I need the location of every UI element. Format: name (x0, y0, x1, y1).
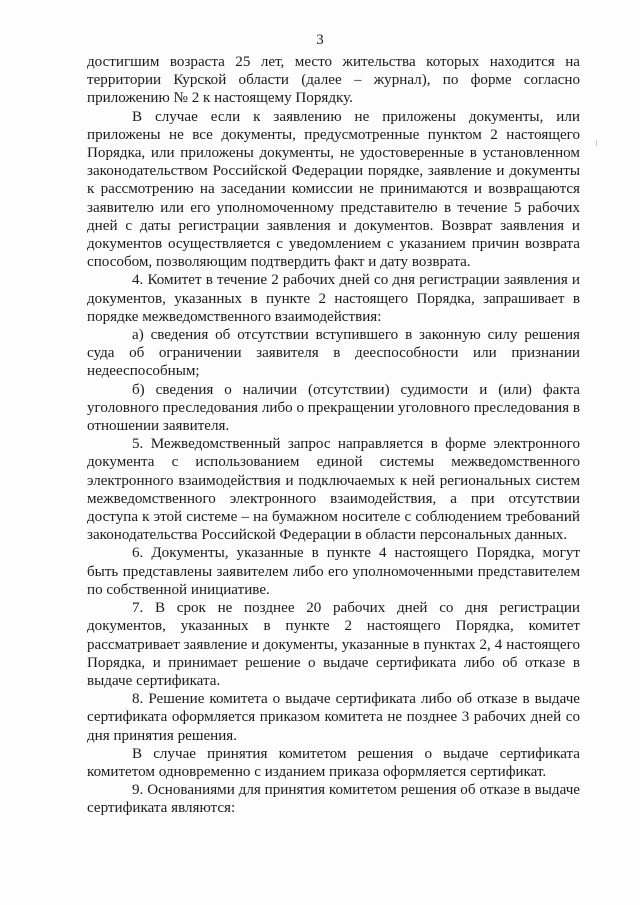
paragraph-return-conditions: В случае если к заявлению не приложены документы, или приложены не все документы, предусмотренные пунктом 2 настоящего Порядка, или приложены документы, не удостоверенные в установленном законодательством Российской Федерации порядке, заявление и документы к рассмотрению на заседании комиссии не принимаются и возвращаются заявителю или его уполномоченному представителю в течение 5 рабочих дней с даты регистрации заявления и документов. Возврат заявления и документов осуществляется с уведомлением с указанием причин возврата способом, позволяющим подтвердить факт и дату возврата. (87, 108, 580, 271)
scan-speck (596, 140, 597, 146)
paragraph-item-7: 7. В срок не позднее 20 рабочих дней со дня регистрации документов, указанных в пункте 2 настоящего Порядка, комитет рассматривает заявление и документы, указанные в пунктах 2, 4 настоящего Порядка, и принимает решение о выдаче сертификата либо об отказе в выдаче сертификата. (87, 600, 580, 689)
paragraph-item-8-certificate: В случае принятия комитетом решения о выдаче сертификата комитетом одновременно с изданием приказа оформляется сертификат. (87, 745, 580, 780)
paragraph-item-4: 4. Комитет в течение 2 рабочих дней со дня регистрации заявления и документов, указанных в пункте 2 настоящего Порядка, запрашивает в порядке межведомственного взаимодействия: (87, 272, 580, 325)
paragraph-item-4b: б) сведения о наличии (отсутствии) судимости и (или) факта уголовного преследования либо о прекращении уголовного преследования в отношении заявителя. (87, 381, 580, 435)
paragraph-continuation: достигшим возраста 25 лет, место жительства которых находится на территории Курской области (далее – журнал), по форме согласно приложению № 2 к настоящему Порядку. (87, 54, 580, 107)
page-number: 3 (316, 32, 324, 48)
paragraph-item-9: 9. Основаниями для принятия комитетом решения об отказе в выдаче сертификата являются: (87, 782, 580, 817)
document-body (87, 53, 580, 818)
paragraph-item-4a: а) сведения об отсутствии вступившего в законную силу решения суда об ограничении заявителя в дееспособности или признании недееспособным; (87, 327, 580, 380)
paragraph-item-6: 6. Документы, указанные в пункте 4 настоящего Порядка, могут быть представлены заявителем либо его уполномоченными представителем по собственной инициативе. (87, 545, 580, 598)
paragraph-item-5: 5. Межведомственный запрос направляется в форме электронного документа с использованием единой системы межведомственного электронного взаимодействия и подключаемых к ней региональных систем межведомственного электронного взаимодействия, а при отсутствии доступа к этой системе – на бумажном носителе с соблюдением требований законодательства Российской Федерации в области персональных данных. (87, 436, 580, 544)
paragraph-item-8: 8. Решение комитета о выдаче сертификата либо об отказе в выдаче сертификата оформляется приказом комитета не позднее 3 рабочих дней со дня принятия решения. (87, 691, 580, 744)
